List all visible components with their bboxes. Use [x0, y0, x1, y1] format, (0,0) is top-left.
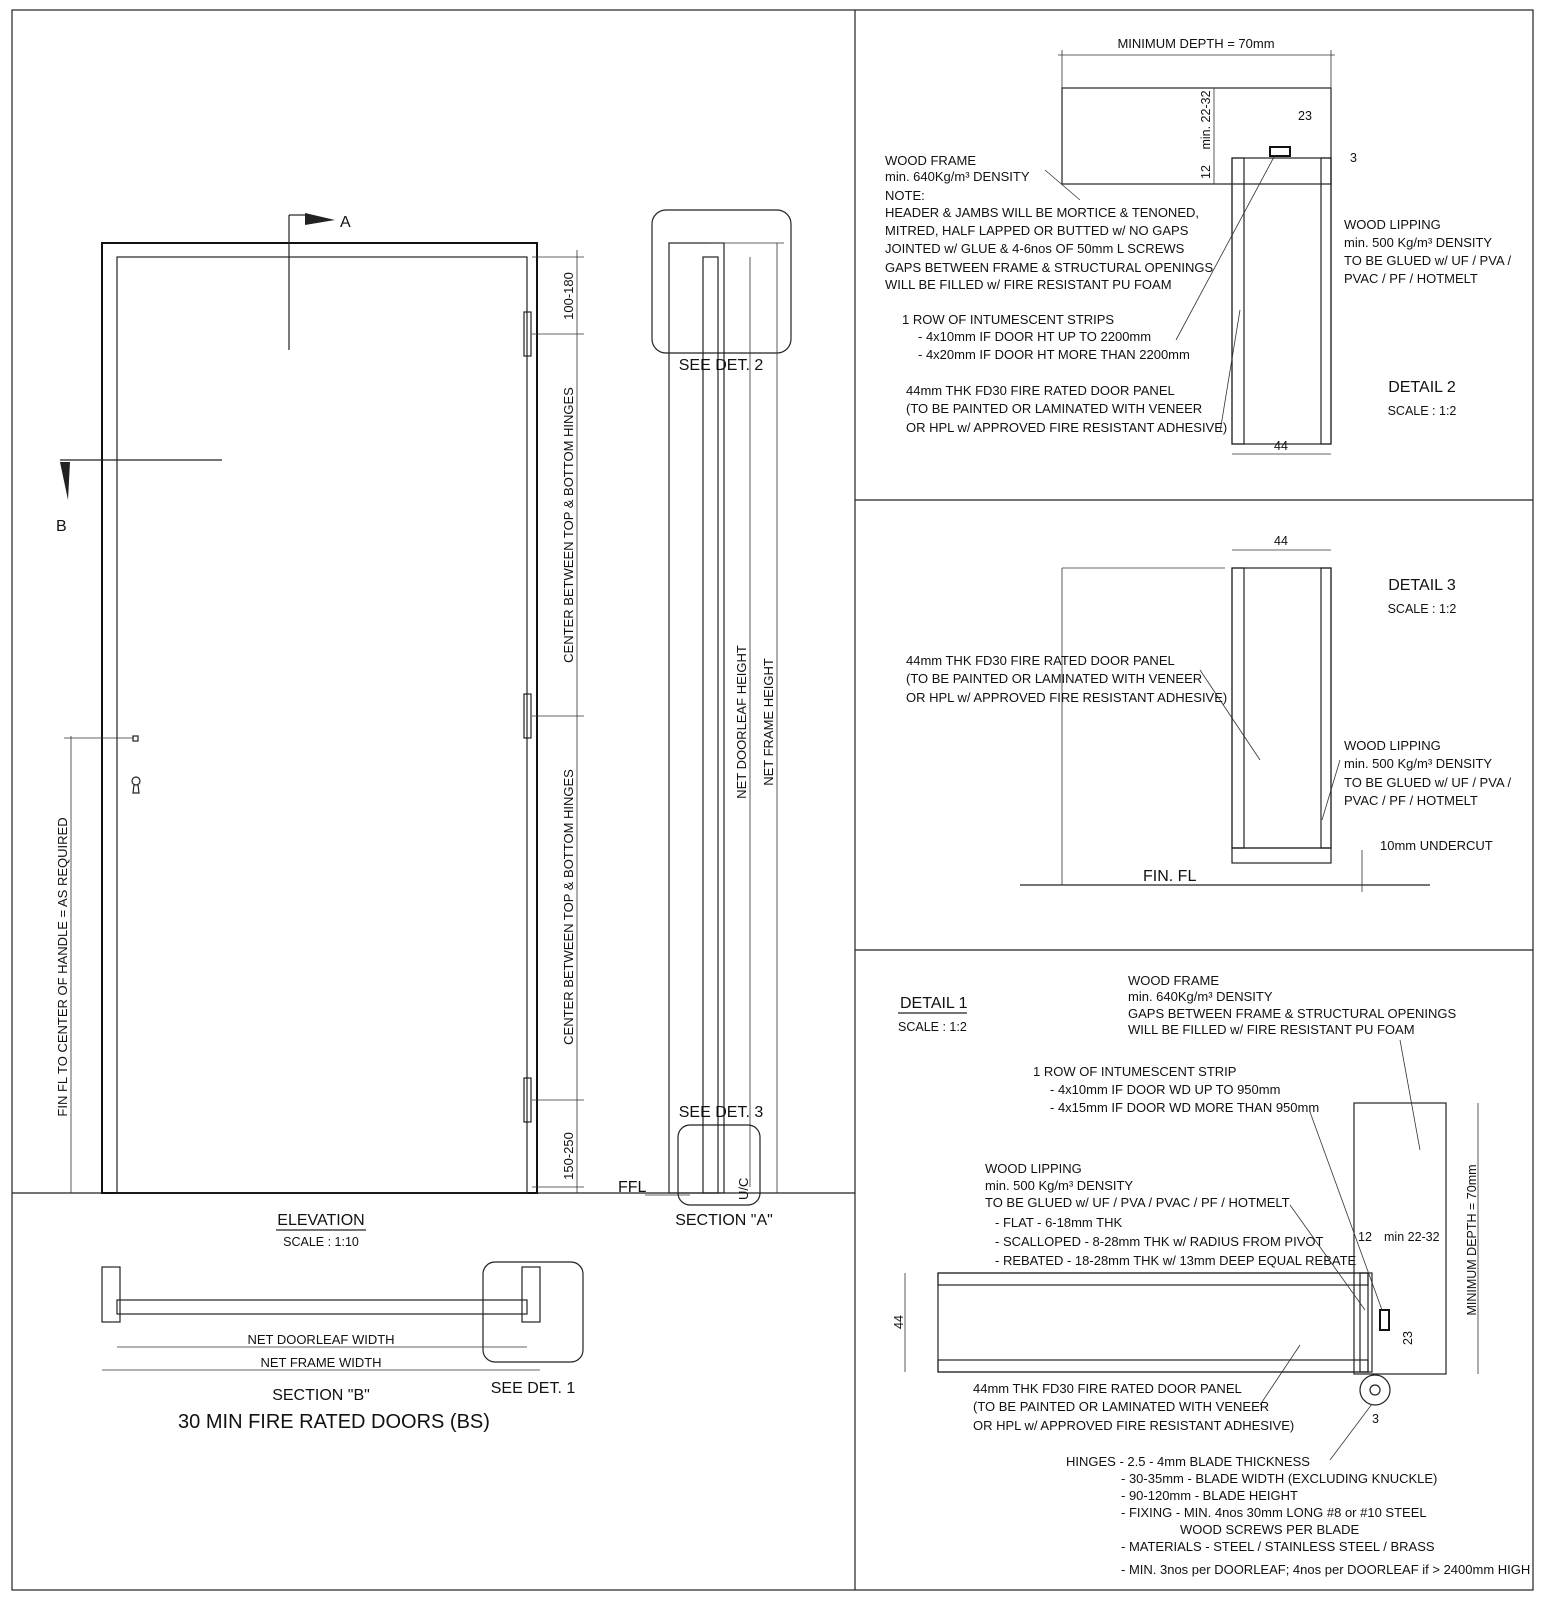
- d2-min-depth: MINIMUM DEPTH = 70mm: [1117, 36, 1275, 51]
- d2-panel-note: [906, 383, 1227, 435]
- door-leaf: [117, 257, 527, 1193]
- see-det2-label: SEE DET. 2: [678, 357, 764, 374]
- elevation-title: ELEVATION: [277, 1212, 365, 1229]
- d2-dim-3: 3: [1350, 151, 1357, 165]
- d3-dim-44: 44: [1274, 534, 1288, 548]
- svg-text:OR HPL w/ APPROVED FIRE RESIST: OR HPL w/ APPROVED FIRE RESISTANT ADHESIVE): [906, 690, 1228, 705]
- d3-lipping-note: [1344, 738, 1512, 808]
- d1-title: DETAIL 1: [900, 995, 968, 1012]
- marker-a-label: A: [340, 214, 351, 231]
- d2-door-panel: [1232, 158, 1331, 444]
- section-b-view: [102, 1262, 583, 1433]
- detail-2: [885, 36, 1512, 454]
- d1-hinge-icon: [1360, 1375, 1390, 1405]
- dim-upper-label: CENTER BETWEEN TOP & BOTTOM HINGES: [561, 387, 576, 663]
- d3-title: DETAIL 3: [1388, 577, 1456, 594]
- svg-text:WOOD LIPPING: WOOD LIPPING: [985, 1161, 1082, 1176]
- svg-text:OR HPL w/ APPROVED FIRE RESIST: OR HPL w/ APPROVED FIRE RESISTANT ADHESIVE): [973, 1418, 1295, 1433]
- svg-text:PVAC / PF / HOTMELT: PVAC / PF / HOTMELT: [1344, 793, 1478, 808]
- sheet-title: 30 MIN FIRE RATED DOORS (BS): [178, 1411, 490, 1433]
- elevation-dimension-chain: [532, 250, 584, 1193]
- svg-text:- MATERIALS - STEEL / STAINLES: - MATERIALS - STEEL / STAINLESS STEEL / BRASS: [1121, 1539, 1435, 1554]
- svg-text:PVAC / PF / HOTMELT: PVAC / PF / HOTMELT: [1344, 271, 1478, 286]
- svg-text:min. 500 Kg/m³ DENSITY: min. 500 Kg/m³ DENSITY: [1344, 756, 1493, 771]
- svg-text:- MIN. 3nos per DOORLEAF; 4nos: - MIN. 3nos per DOORLEAF; 4nos per DOORLEAF if > 2400mm HIGH: [1121, 1562, 1531, 1577]
- d1-intumescent-strip: [1380, 1310, 1389, 1330]
- svg-text:- FIXING - MIN. 4nos 30mm LONG: - FIXING - MIN. 4nos 30mm LONG #8 or #10 STEEL: [1121, 1505, 1427, 1520]
- svg-text:min. 640Kg/m³ DENSITY: min. 640Kg/m³ DENSITY: [885, 169, 1030, 184]
- d3-undercut: 10mm UNDERCUT: [1380, 838, 1493, 853]
- svg-text:44mm THK FD30 FIRE RATED DOOR: 44mm THK FD30 FIRE RATED DOOR PANEL: [906, 653, 1175, 668]
- d2-lipping-note: [1344, 217, 1512, 286]
- svg-text:- 4x20mm IF DOOR HT MORE THAN: - 4x20mm IF DOOR HT MORE THAN 2200mm: [918, 347, 1190, 362]
- svg-text:- FLAT - 6-18mm THK: - FLAT - 6-18mm THK: [995, 1215, 1123, 1230]
- doorleaf-width-label: NET DOORLEAF WIDTH: [247, 1332, 395, 1347]
- svg-text:44mm THK FD30 FIRE RATED DOOR: 44mm THK FD30 FIRE RATED DOOR PANEL: [973, 1381, 1242, 1396]
- svg-text:(TO BE PAINTED OR LAMINATED WI: (TO BE PAINTED OR LAMINATED WITH VENEER: [973, 1399, 1270, 1414]
- d3-door-panel: [1232, 568, 1331, 848]
- section-a-marker: [289, 213, 351, 350]
- svg-text:(TO BE PAINTED OR LAMINATED WI: (TO BE PAINTED OR LAMINATED WITH VENEER: [906, 671, 1203, 686]
- d1-intumescent-note: [1033, 1064, 1319, 1115]
- svg-text:- 4x15mm IF DOOR WD MORE THAN: - 4x15mm IF DOOR WD MORE THAN 950mm: [1050, 1100, 1320, 1115]
- section-b-leaf: [117, 1300, 527, 1314]
- svg-text:GAPS BETWEEN FRAME & STRUCTURA: GAPS BETWEEN FRAME & STRUCTURAL OPENINGS: [885, 260, 1214, 275]
- section-a-title: SECTION "A": [675, 1212, 773, 1229]
- handle-height-dimension: [55, 736, 134, 1193]
- handle-icon: [132, 736, 140, 793]
- see-det3-label: SEE DET. 3: [678, 1104, 764, 1121]
- d1-dim-3: 3: [1372, 1412, 1379, 1426]
- d2-dim-12: 12: [1199, 165, 1213, 179]
- see-det1-label: SEE DET. 1: [490, 1380, 576, 1397]
- section-a-view: [618, 210, 791, 1229]
- svg-text:- 4x10mm IF DOOR WD UP TO 950m: - 4x10mm IF DOOR WD UP TO 950mm: [1050, 1082, 1281, 1097]
- svg-text:min. 500 Kg/m³ DENSITY: min. 500 Kg/m³ DENSITY: [985, 1178, 1134, 1193]
- frame-height-label: NET FRAME HEIGHT: [761, 658, 776, 786]
- dim-lower-label: CENTER BETWEEN TOP & BOTTOM HINGES: [561, 769, 576, 1045]
- svg-text:- 4x10mm IF DOOR HT UP TO 2200: - 4x10mm IF DOOR HT UP TO 2200mm: [918, 329, 1152, 344]
- svg-text:(TO BE PAINTED OR LAMINATED WI: (TO BE PAINTED OR LAMINATED WITH VENEER: [906, 401, 1203, 416]
- section-a-leaf: [703, 257, 718, 1193]
- elevation-scale: SCALE : 1:10: [283, 1235, 359, 1249]
- d1-door-panel: [938, 1273, 1368, 1372]
- svg-text:TO BE GLUED w/ UF / PVA / PVAC: TO BE GLUED w/ UF / PVA / PVAC / PF / HOTMELT: [985, 1195, 1290, 1210]
- dim-top-label: 100-180: [561, 272, 576, 320]
- d1-dim-44: 44: [892, 1315, 906, 1329]
- svg-text:WOOD LIPPING: WOOD LIPPING: [1344, 738, 1441, 753]
- door-frame: [102, 243, 537, 1193]
- svg-text:MITRED, HALF LAPPED OR BUTTED: MITRED, HALF LAPPED OR BUTTED w/ NO GAPS: [885, 223, 1189, 238]
- d2-scale: SCALE : 1:2: [1387, 404, 1457, 418]
- d1-dim-min: min 22-32: [1384, 1230, 1440, 1244]
- det2-callout-box: [652, 210, 791, 353]
- d1-panel-note: [973, 1381, 1294, 1433]
- section-b-title: SECTION "B": [272, 1387, 370, 1404]
- svg-text:WOOD FRAME: WOOD FRAME: [1128, 973, 1219, 988]
- d2-dim-44: 44: [1274, 439, 1288, 453]
- svg-text:JOINTED w/ GLUE & 4-6nos OF 50: JOINTED w/ GLUE & 4-6nos OF 50mm L SCREWS: [885, 241, 1185, 256]
- svg-text:OR HPL w/ APPROVED FIRE RESIST: OR HPL w/ APPROVED FIRE RESISTANT ADHESIVE): [906, 420, 1228, 435]
- d2-frame-section: [1062, 88, 1331, 184]
- d1-hinges-note: [1066, 1454, 1530, 1577]
- d3-fin-fl: FIN. FL: [1143, 868, 1197, 885]
- d1-lipping-note: [985, 1161, 1357, 1268]
- uc-label: U/C: [736, 1177, 751, 1200]
- svg-text:min. 640Kg/m³ DENSITY: min. 640Kg/m³ DENSITY: [1128, 989, 1273, 1004]
- d1-wood-frame-note: [1128, 973, 1457, 1037]
- ffl-label: FFL: [618, 1179, 647, 1196]
- svg-text:WILL BE FILLED w/ FIRE RESISTA: WILL BE FILLED w/ FIRE RESISTANT PU FOAM: [1128, 1022, 1415, 1037]
- sheet-borders: [12, 10, 1533, 1590]
- frame-width-label: NET FRAME WIDTH: [260, 1355, 382, 1370]
- d1-dim-23: 23: [1401, 1331, 1415, 1345]
- detail-1: [892, 973, 1530, 1577]
- svg-text:WOOD SCREWS PER BLADE: WOOD SCREWS PER BLADE: [1180, 1522, 1360, 1537]
- d2-title: DETAIL 2: [1388, 379, 1456, 396]
- d2-intumescent-strip: [1270, 147, 1290, 156]
- d2-dim-23: 23: [1298, 109, 1312, 123]
- d2-dim-min: min. 22-32: [1199, 90, 1213, 150]
- svg-text:44mm THK FD30 FIRE RATED DOOR: 44mm THK FD30 FIRE RATED DOOR PANEL: [906, 383, 1175, 398]
- svg-text:- 90-120mm - BLADE HEIGHT: - 90-120mm - BLADE HEIGHT: [1121, 1488, 1298, 1503]
- marker-b-label: B: [56, 518, 67, 535]
- section-b-marker: [56, 460, 222, 535]
- svg-text:1 ROW OF INTUMESCENT STRIP: 1 ROW OF INTUMESCENT STRIP: [1033, 1064, 1237, 1079]
- d1-scale: SCALE : 1:2: [898, 1020, 967, 1034]
- svg-text:- SCALLOPED - 8-28mm THK w/ RA: - SCALLOPED - 8-28mm THK w/ RADIUS FROM PIVOT: [995, 1234, 1324, 1249]
- svg-text:NOTE:: NOTE:: [885, 188, 925, 203]
- svg-text:WOOD LIPPING: WOOD LIPPING: [1344, 217, 1441, 232]
- dim-bottom-label: 150-250: [561, 1132, 576, 1180]
- svg-text:- REBATED - 18-28mm THK w/ 13m: - REBATED - 18-28mm THK w/ 13mm DEEP EQUAL REBATE: [995, 1253, 1357, 1268]
- d1-dim-12: 12: [1358, 1230, 1372, 1244]
- d2-intumescent-note: [902, 312, 1190, 362]
- svg-text:1 ROW OF INTUMESCENT STRIPS: 1 ROW OF INTUMESCENT STRIPS: [902, 312, 1115, 327]
- doorleaf-height-label: NET DOORLEAF HEIGHT: [734, 645, 749, 799]
- svg-text:HEADER & JAMBS WILL BE MORTICE: HEADER & JAMBS WILL BE MORTICE & TENONED,: [885, 205, 1199, 220]
- svg-text:GAPS BETWEEN FRAME & STRUCTURA: GAPS BETWEEN FRAME & STRUCTURAL OPENINGS: [1128, 1006, 1457, 1021]
- d3-scale: SCALE : 1:2: [1387, 602, 1457, 616]
- svg-text:TO BE GLUED w/ UF / PVA /: TO BE GLUED w/ UF / PVA /: [1344, 253, 1512, 268]
- svg-text:WILL BE FILLED w/ FIRE RESISTA: WILL BE FILLED w/ FIRE RESISTANT PU FOAM: [885, 277, 1172, 292]
- handle-dim-label: FIN FL TO CENTER OF HANDLE = AS REQUIRED: [55, 817, 70, 1117]
- d1-min-depth: MINIMUM DEPTH = 70mm: [1465, 1164, 1479, 1316]
- svg-text:WOOD FRAME: WOOD FRAME: [885, 153, 976, 168]
- svg-text:HINGES - 2.5 - 4mm BLADE THICK: HINGES - 2.5 - 4mm BLADE THICKNESS: [1066, 1454, 1310, 1469]
- detail-3: [906, 534, 1512, 892]
- svg-text:TO BE GLUED w/ UF / PVA /: TO BE GLUED w/ UF / PVA /: [1344, 775, 1512, 790]
- svg-text:min. 500 Kg/m³ DENSITY: min. 500 Kg/m³ DENSITY: [1344, 235, 1493, 250]
- svg-text:- 30-35mm - BLADE WIDTH (EXCLU: - 30-35mm - BLADE WIDTH (EXCLUDING KNUCKLE): [1121, 1471, 1438, 1486]
- d3-panel-note: [906, 653, 1227, 705]
